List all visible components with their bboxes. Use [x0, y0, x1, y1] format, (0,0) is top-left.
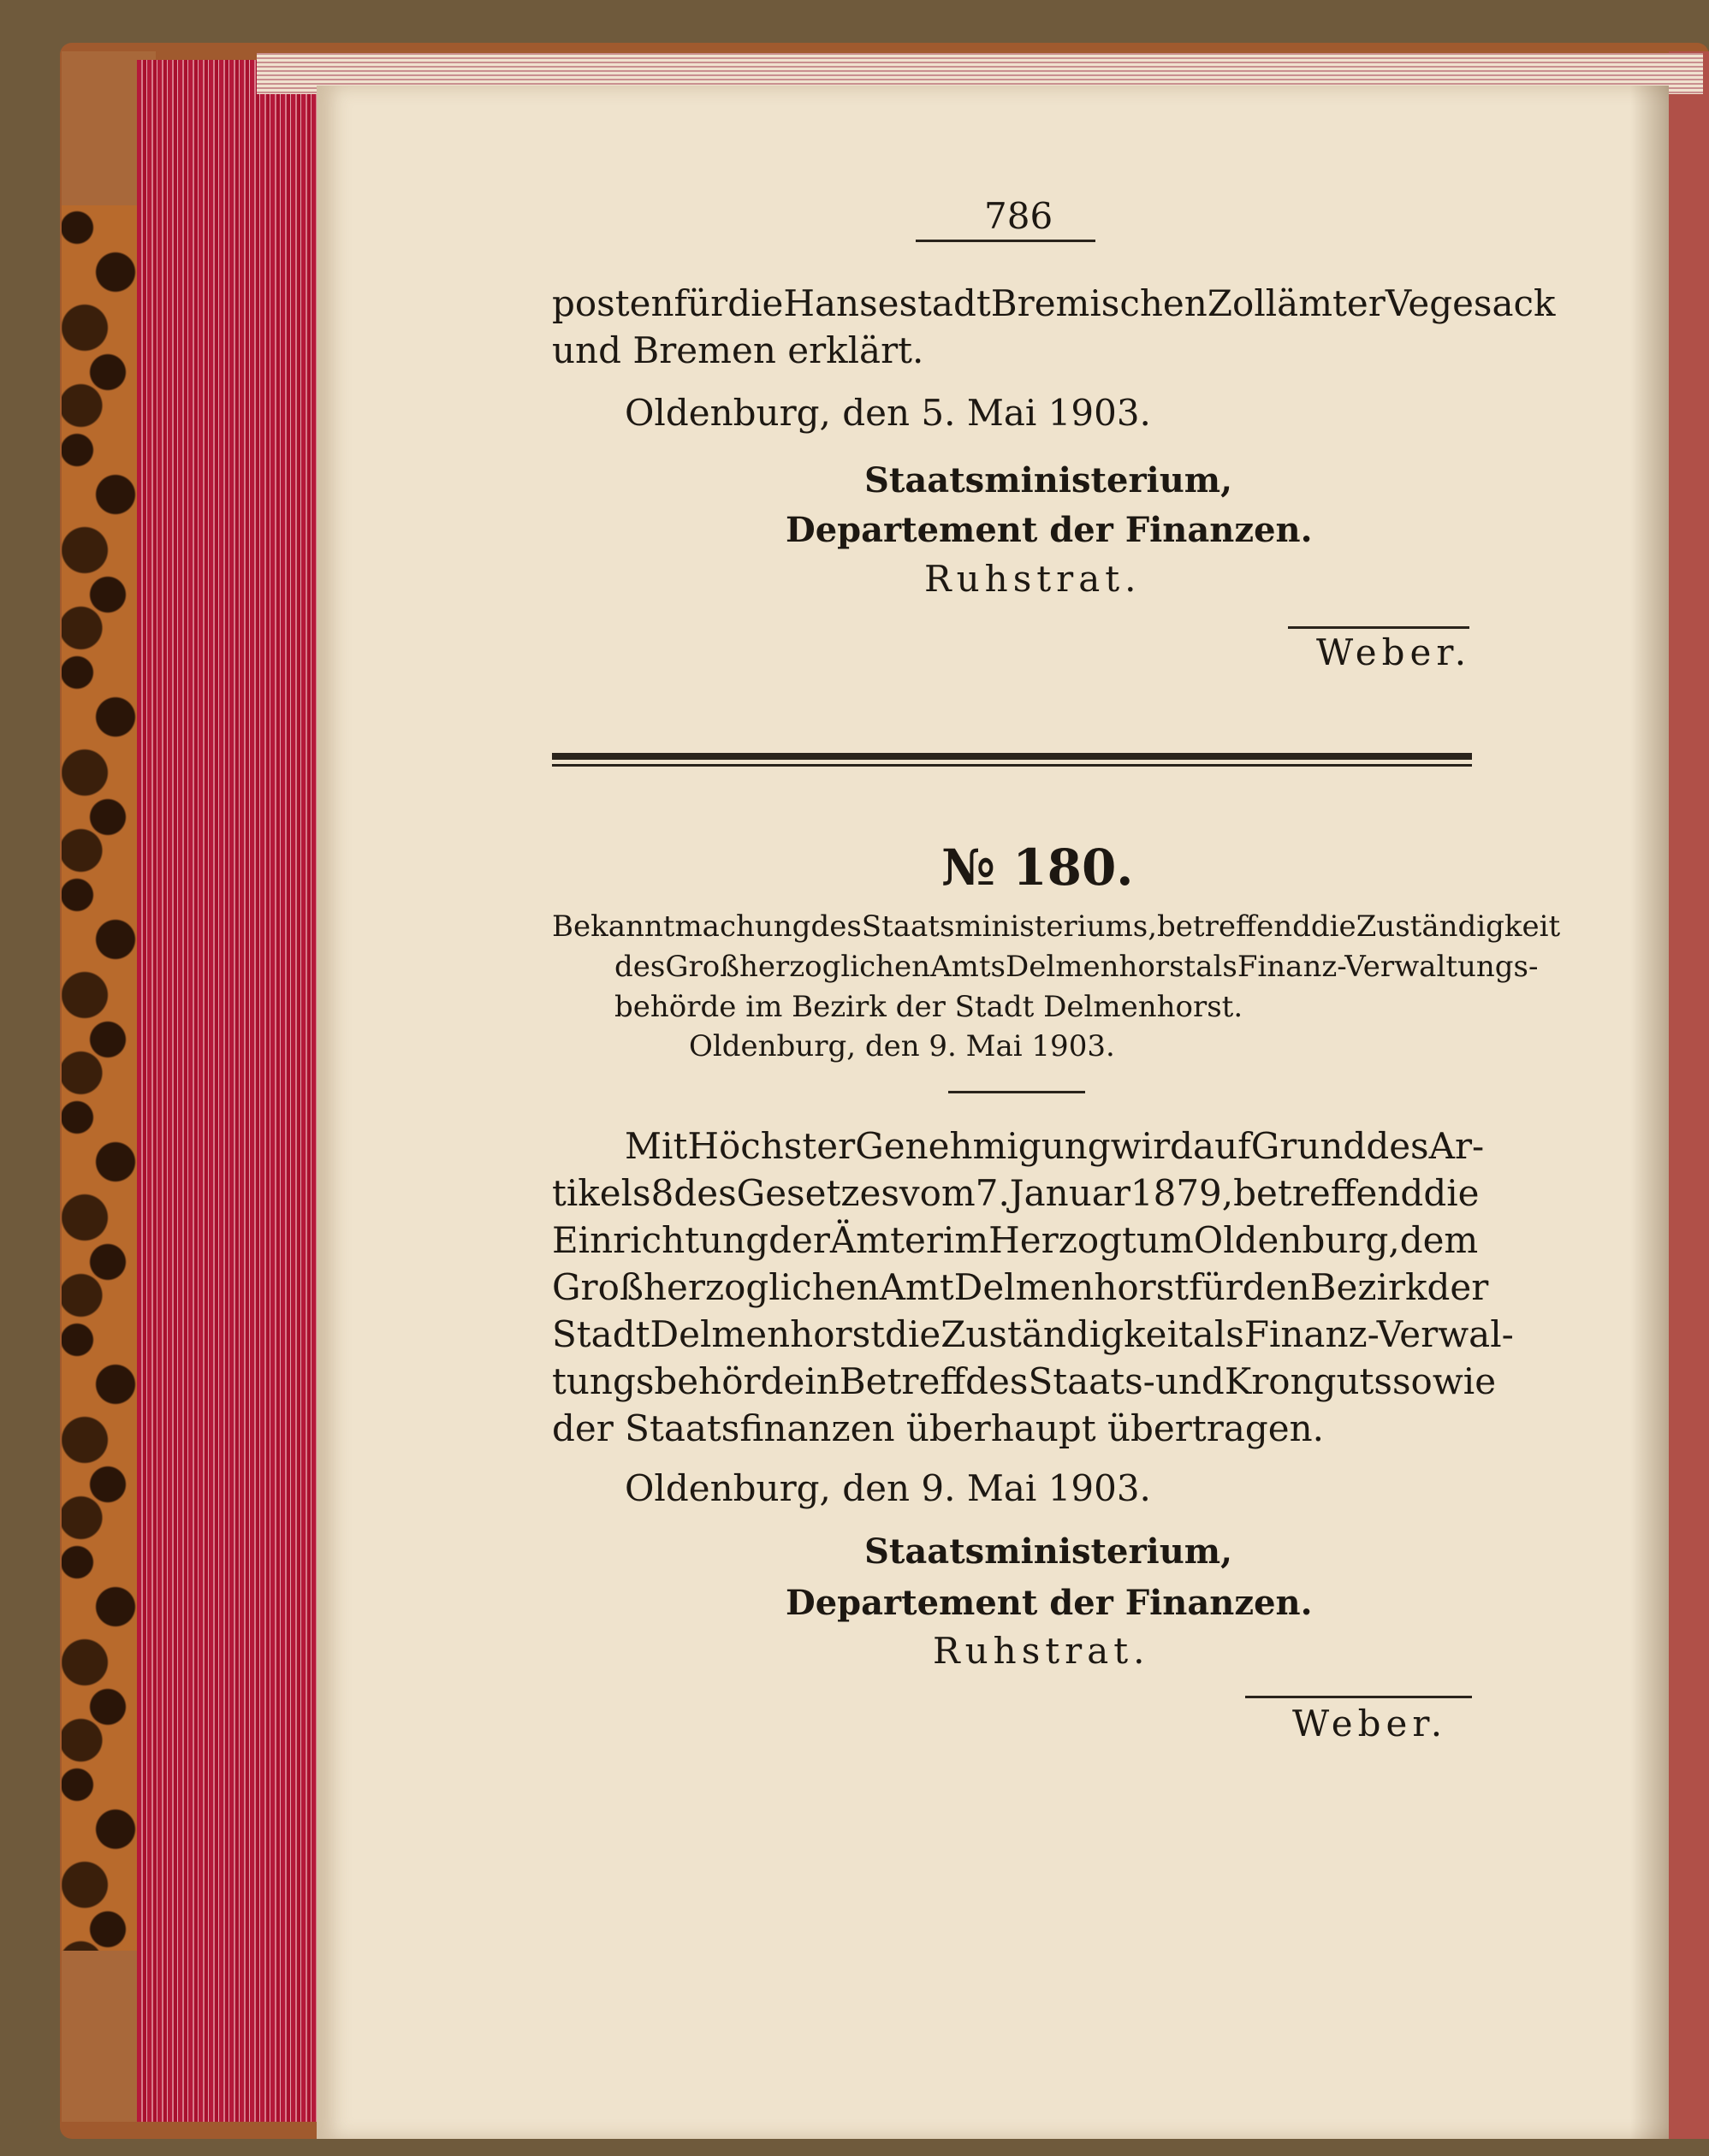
- word: als: [1192, 1313, 1244, 1355]
- decree2-place-date: Oldenburg, den 9. Mai 1903.: [625, 1467, 1151, 1509]
- word: im: [942, 1219, 989, 1261]
- word: Stadt: [552, 1313, 650, 1355]
- word: Kronguts: [1224, 1360, 1392, 1402]
- word: für: [1189, 1266, 1243, 1308]
- word: Delmenhorst: [1005, 950, 1196, 984]
- word: Mit: [625, 1125, 688, 1167]
- signature-rule: [1288, 626, 1469, 629]
- word: Großherzoglichen: [665, 950, 931, 984]
- right-cover-edge: [1669, 51, 1709, 2139]
- word: betreffend: [1233, 1172, 1424, 1214]
- word: Delmenhorst: [650, 1313, 886, 1355]
- word: Betreff: [839, 1360, 966, 1402]
- word: als: [1196, 950, 1237, 984]
- word: Hansestadt: [783, 282, 991, 324]
- word: Zollämter: [1207, 282, 1386, 324]
- word: tungsbehörde: [552, 1360, 805, 1402]
- word: Amt: [879, 1266, 954, 1308]
- red-page-edges: [137, 60, 325, 2122]
- body-line-2: [552, 1172, 1480, 1214]
- word: posten: [552, 282, 674, 324]
- page-number-rule: [916, 240, 1095, 242]
- heading-line-2: [614, 950, 1539, 984]
- word: Großherzoglichen: [552, 1266, 880, 1308]
- word: wird: [1110, 1125, 1194, 1167]
- word: Herzogtum: [988, 1219, 1194, 1261]
- word: auf: [1193, 1125, 1251, 1167]
- word: Finanz-Verwal-: [1243, 1313, 1514, 1355]
- decree1-line-1: [552, 282, 1556, 324]
- decree2-cosigner: Weber.: [1292, 1703, 1448, 1744]
- word: Zuständigkeit: [1356, 909, 1561, 944]
- body-line-3: [552, 1219, 1479, 1261]
- word: den: [1242, 1266, 1310, 1308]
- word: Einrichtung: [552, 1219, 769, 1261]
- word: die: [1310, 909, 1356, 944]
- word: Ar-: [1428, 1125, 1485, 1167]
- word: die: [727, 282, 784, 324]
- word: vom: [899, 1172, 976, 1214]
- word: des: [1366, 1125, 1429, 1167]
- word: Höchster: [687, 1125, 856, 1167]
- word: Bremischen: [990, 282, 1208, 324]
- word: des: [965, 1360, 1029, 1402]
- word: betreffend: [1157, 909, 1311, 944]
- body-line-4: [552, 1266, 1489, 1308]
- heading-line-3: behörde im Bezirk der Stadt Delmenhorst.: [614, 990, 1243, 1024]
- word: Finanz-Verwaltungs-: [1237, 950, 1539, 984]
- decree1-minister: Ruhstrat.: [924, 558, 1142, 600]
- word: Amts: [930, 950, 1006, 984]
- word: Januar: [1009, 1172, 1130, 1214]
- page-number: 786: [984, 195, 1053, 237]
- decree1-department: Departement der Finanzen.: [786, 510, 1313, 550]
- word: Oldenburg,: [1193, 1219, 1400, 1261]
- word: Grund: [1250, 1125, 1367, 1167]
- decree1-line-2: und Bremen erklärt.: [552, 329, 924, 371]
- word: des: [614, 950, 666, 984]
- word: der: [768, 1219, 830, 1261]
- page-gutter: [1630, 86, 1669, 2139]
- word: sowie: [1392, 1360, 1497, 1402]
- body-line-1: [625, 1125, 1485, 1167]
- word: und: [1154, 1360, 1225, 1402]
- body-line-6: [552, 1360, 1497, 1402]
- word: 7.: [975, 1172, 1010, 1214]
- decree1-cosigner: Weber.: [1316, 631, 1472, 673]
- decree2-department: Departement der Finanzen.: [786, 1583, 1313, 1623]
- word: des: [810, 909, 862, 944]
- word: Zuständigkeit: [941, 1313, 1193, 1355]
- word: Gesetzes: [736, 1172, 899, 1214]
- decree2-minister: Ruhstrat.: [933, 1630, 1150, 1672]
- decree-number: № 180.: [941, 838, 1134, 897]
- word: der: [1427, 1266, 1489, 1308]
- decree2-ministry: Staatsministerium,: [864, 1531, 1233, 1572]
- word: Staatsministeriums,: [861, 909, 1158, 944]
- word: Bekanntmachung: [552, 909, 811, 944]
- heading-line-1: [552, 909, 1561, 944]
- signature-rule: [1245, 1696, 1472, 1698]
- word: Genehmigung: [855, 1125, 1111, 1167]
- word: Staats-: [1028, 1360, 1155, 1402]
- body-line-5: [552, 1313, 1514, 1355]
- marbled-spine: [62, 205, 139, 2002]
- word: 8: [650, 1172, 674, 1214]
- word: des: [674, 1172, 737, 1214]
- word: in: [804, 1360, 840, 1402]
- word: Bezirk: [1309, 1266, 1427, 1308]
- word: dem: [1399, 1219, 1479, 1261]
- word: Delmenhorst: [953, 1266, 1190, 1308]
- section-separator-thin: [552, 764, 1472, 767]
- word: die: [1423, 1172, 1480, 1214]
- word: tikels: [552, 1172, 651, 1214]
- word: 1879,: [1130, 1172, 1234, 1214]
- word: Vegesack: [1385, 282, 1556, 324]
- heading-date: Oldenburg, den 9. Mai 1903.: [689, 1029, 1115, 1063]
- decree1-ministry: Staatsministerium,: [864, 460, 1233, 500]
- body-line-7: der Staatsfinanzen überhaupt übertragen.: [552, 1407, 1324, 1449]
- decree1-place-date: Oldenburg, den 5. Mai 1903.: [625, 392, 1151, 434]
- heading-rule: [948, 1091, 1085, 1093]
- word: Ämter: [829, 1219, 943, 1261]
- word: die: [885, 1313, 941, 1355]
- word: für: [674, 282, 728, 324]
- section-separator-thick: [552, 753, 1472, 760]
